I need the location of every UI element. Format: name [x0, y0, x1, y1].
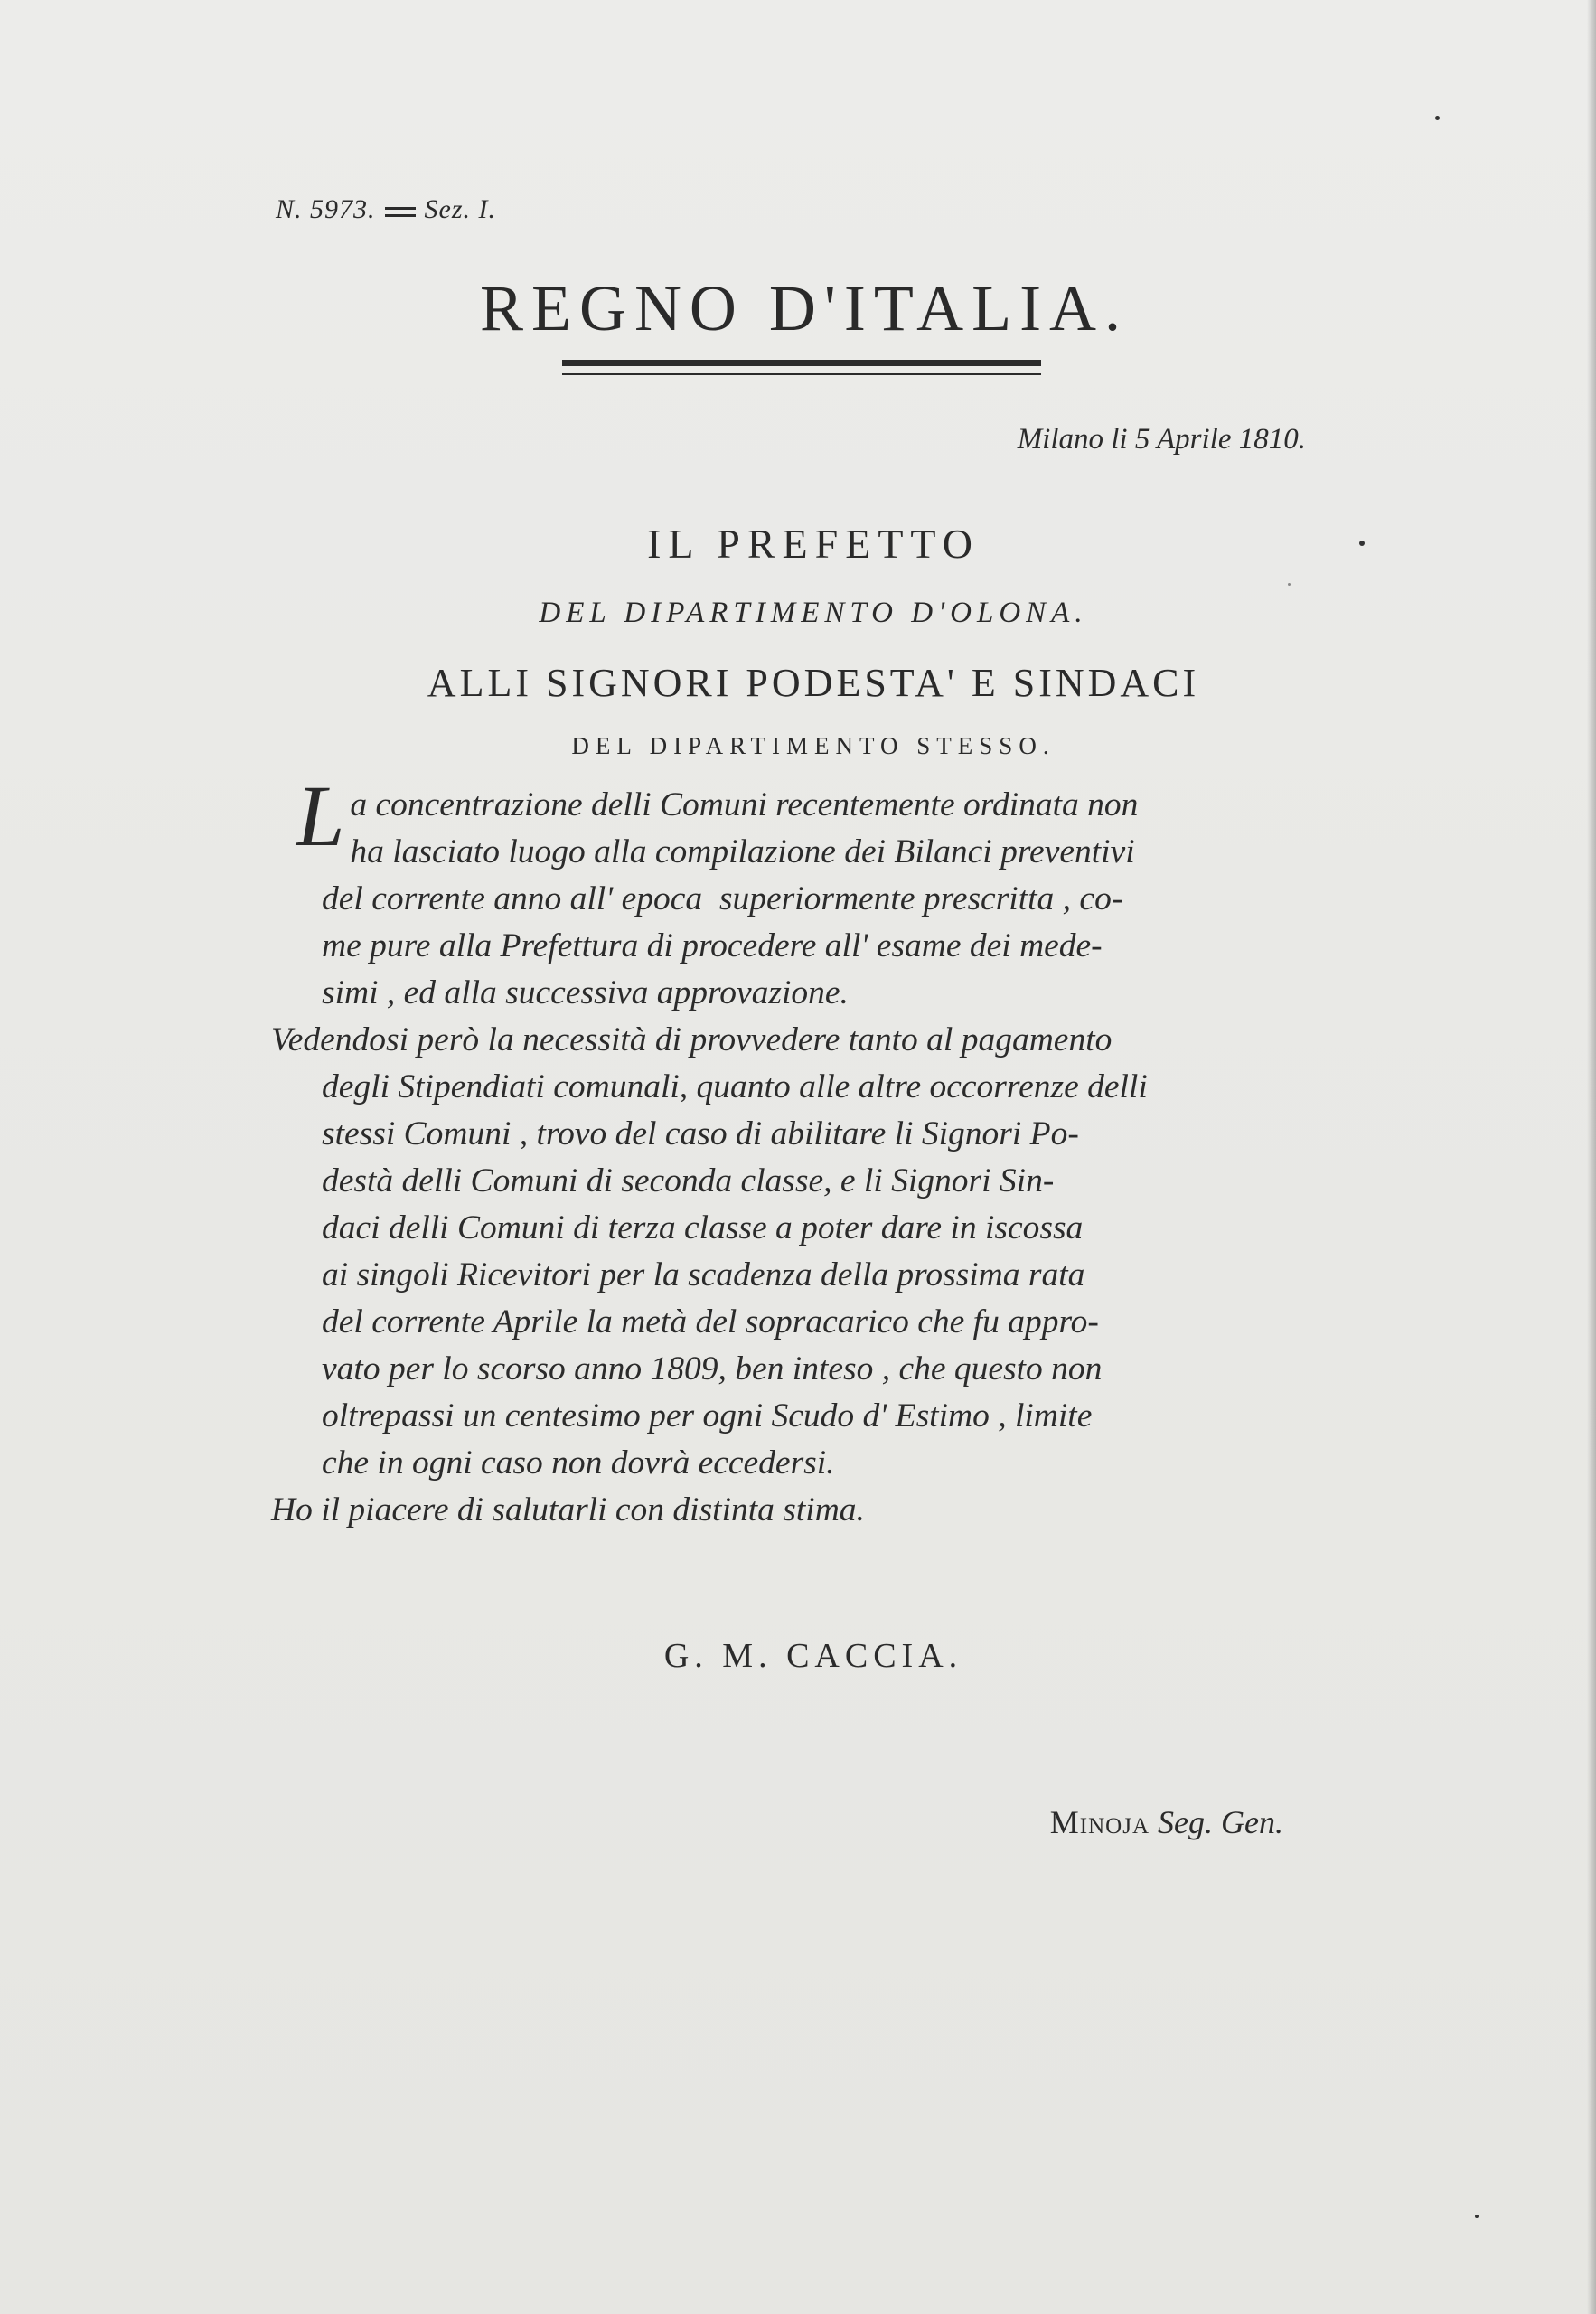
body-line: ha lasciato luogo alla compilazione dei Bilanci preventivi	[350, 833, 1135, 870]
drop-cap: L	[296, 767, 345, 864]
paper-speck	[1359, 541, 1365, 546]
body-line: del corrente Aprile la metà del sopracarico che fu appro-	[322, 1303, 1099, 1340]
recipient-department: DEL DIPARTIMENTO STESSO.	[571, 732, 1056, 759]
secretary-title: Seg. Gen.	[1158, 1804, 1283, 1840]
dateline: Milano li 5 Aprile 1810.	[1017, 423, 1306, 456]
protocol-reference	[276, 194, 496, 225]
body-line: che in ogni caso non dovrà eccedersi.	[322, 1444, 835, 1482]
paragraph-1	[271, 767, 1356, 1017]
body-line: Vedendosi però la necessità di provvedere tanto al pagamento	[271, 1021, 1113, 1058]
page-edge-shadow	[1587, 0, 1596, 2314]
paper-speck	[1435, 116, 1440, 120]
body-line: oltrepassi un centesimo per ogni Scudo d' Estimo , limite	[322, 1397, 1093, 1434]
body-line: degli Stipendiati comunali, quanto alle altre occorrenze delli	[322, 1068, 1148, 1105]
secretary-signature	[958, 1803, 1283, 1841]
body-line: stessi Comuni , trovo del caso di abilitare li Signori Po-	[322, 1115, 1079, 1152]
body-line: daci delli Comuni di terza classe a poter dare in iscossa	[322, 1209, 1084, 1246]
paragraph-2	[271, 1017, 1356, 1487]
sender-title: IL PREFETTO	[647, 521, 980, 567]
paper-speck	[1288, 583, 1291, 586]
body-line: vato per lo scorso anno 1809, ben inteso , che questo non	[322, 1350, 1103, 1387]
kingdom-title: REGNO D'ITALIA.	[479, 272, 1130, 344]
body-line: ai singoli Ricevitori per la scadenza della prossima rata	[322, 1256, 1085, 1293]
prefect-signature: G. M. CACCIA.	[663, 1637, 963, 1675]
body-line: destà delli Comuni di seconda classe, e li Signori Sin-	[322, 1162, 1055, 1199]
letter-body	[271, 767, 1356, 1534]
protocol-number: N. 5973.	[276, 194, 376, 224]
secretary-name: Minoja	[1049, 1804, 1150, 1840]
recipient-title: ALLI SIGNORI PODESTA' E SINDACI	[427, 661, 1200, 705]
closing-line: Ho il piacere di salutarli con distinta stima.	[271, 1491, 865, 1529]
title-rule-thick	[562, 360, 1041, 366]
paper-speck	[1475, 2215, 1479, 2218]
body-line: simi , ed alla successiva approvazione.	[322, 974, 849, 1011]
body-line: me pure alla Prefettura di procedere all' esame dei mede-	[322, 927, 1103, 964]
section-label: Sez. I.	[424, 194, 496, 224]
body-line: del corrente anno all' epoca superiormente prescritta , co-	[322, 880, 1123, 917]
title-rule-thin	[562, 373, 1041, 375]
sender-department: DEL DIPARTIMENTO D'OLONA.	[539, 597, 1088, 629]
double-dash-separator	[385, 207, 416, 217]
body-line: a concentrazione delli Comuni recentemente ordinata non	[350, 786, 1139, 823]
